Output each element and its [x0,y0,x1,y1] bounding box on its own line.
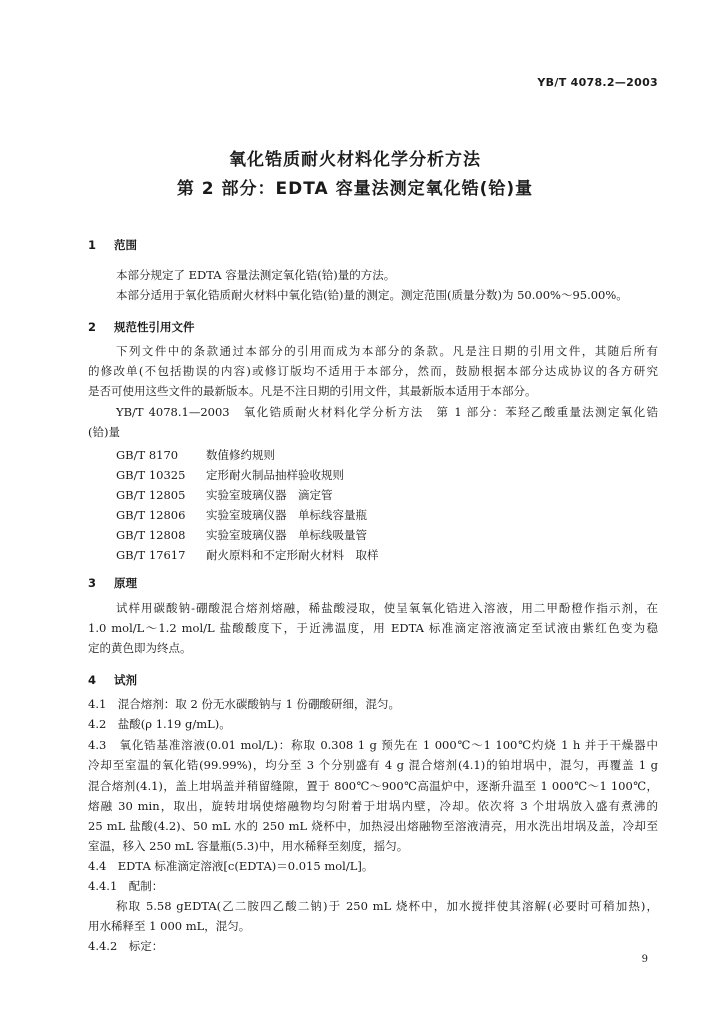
paragraph-line: 1.0 mol/L～1.2 mol/L 盐酸酸度下，于近沸温度，用 EDTA 标准滴定溶液滴定至试液由紫红色变为稳 [88,621,658,635]
reference-code: GB/T 8170 [116,448,179,462]
clause: 4.2 盐酸(ρ 1.19 g/mL)。 [88,717,231,731]
reference-title: 定形耐火制品抽样验收规则 [206,468,344,482]
section-title: 试剂 [114,673,137,687]
paragraph: 本部分规定了 EDTA 容量法测定氧化锆(铪)量的方法。 [116,268,396,282]
clause-line: 25 mL 盐酸(4.2)、50 mL 水的 250 mL 烧杯中，加热浸出熔融物至溶液清亮，用水洗出坩埚及盖，冷却至 [88,819,658,833]
subclause: 4.4.2 标定： [88,939,164,953]
section-title: 原理 [114,576,137,590]
section-number: 4 [88,673,97,687]
reference-item [116,487,333,503]
clause-line: 冷却至室温的氧化锆(99.99%)，均分至 3 个分别盛有 4 g 混合熔剂(4.1)的铂坩埚中，混匀，再覆盖 1 g [88,758,658,772]
clause-line: 称取 5.58 gEDTA(乙二胺四乙酸二钠)于 250 mL 烧杯中，加水搅拌使其溶解(必要时可稍加热)， [116,899,658,913]
reference-item [116,467,344,483]
clause-line: 混合熔剂(4.1)，盖上坩埚盖并稍留缝隙，置于 800℃～900℃高温炉中，逐渐升温至 1 000℃～1 100℃， [88,779,658,793]
section-heading-principle [88,575,137,591]
reference-item [116,447,275,463]
paragraph-line: 是否可使用这些文件的最新版本。凡是不注日期的引用文件，其最新版本适用于本部分。 [88,384,537,398]
reference-item [116,527,367,543]
reference-item [116,507,367,523]
clause-line: 室温，移入 250 mL 容量瓶(5.3)中，用水稀释至刻度，摇匀。 [88,839,409,853]
paragraph-line: 定的黄色即为终点。 [88,641,192,655]
paragraph: 本部分适用于氧化锆质耐火材料中氧化锆(铪)量的测定。测定范围(质量分数)为 50.00%～95.00%。 [116,288,628,302]
section-heading-scope [88,237,137,253]
clause-line: 用水稀释至 1 000 mL，混匀。 [88,919,251,933]
reference-code: GB/T 12806 [116,508,186,522]
section-title: 规范性引用文件 [114,320,195,334]
section-heading-reagents [88,672,137,688]
subclause: 4.4.1 配制： [88,879,164,893]
reference-line: (铪)量 [88,425,120,439]
reference-title: 实验室玻璃仪器 滴定管 [206,488,333,502]
reference-title: 耐火原料和不定形耐火材料 取样 [206,548,379,562]
document-title-line-1: 氧化锆质耐火材料化学分析方法 [229,150,481,170]
standard-code: YB/T 4078.2—2003 [537,76,658,89]
reference-line: YB/T 4078.1—2003 氧化锆质耐火材料化学分析方法 第 1 部分：苯羟乙酸重量法测定氧化锆 [116,405,658,419]
document-title-line-2: 第 2 部分：EDTA 容量法测定氧化锆(铪)量 [176,179,534,199]
reference-code: GB/T 17617 [116,548,186,562]
section-number: 1 [88,238,97,252]
paragraph-line: 下列文件中的条款通过本部分的引用而成为本部分的条款。凡是注日期的引用文件，其随后所有 [116,344,658,358]
paragraph-line: 的修改单(不包括勘误的内容)或修订版均不适用于本部分，然而，鼓励根据本部分达成协议的各方研究 [88,364,658,378]
reference-code: GB/T 10325 [116,468,186,482]
page-number: 9 [641,954,648,965]
reference-item [116,547,379,563]
clause-line: 4.3 氧化锆基准溶液(0.01 mol/L)：称取 0.308 1 g 预先在 1 000℃～1 100℃灼烧 1 h 并于干燥器中 [88,738,658,752]
reference-code: GB/T 12805 [116,488,186,502]
clause-line: 熔融 30 min，取出，旋转坩埚使熔融物均匀附着于坩埚内壁，冷却。依次将 3 个坩埚放入盛有煮沸的 [88,799,658,813]
reference-title: 数值修约规则 [206,448,275,462]
reference-title: 实验室玻璃仪器 单标线容量瓶 [206,508,367,522]
paragraph-line: 试样用碳酸钠-硼酸混合熔剂熔融，稀盐酸浸取，使呈氧氧化锆进入溶液，用二甲酚橙作指示剂，在 [116,601,658,615]
clause: 4.1 混合熔剂：取 2 份无水碳酸钠与 1 份硼酸研细，混匀。 [88,697,401,711]
section-heading-normative-references [88,319,195,335]
section-title: 范围 [114,238,137,252]
section-number: 3 [88,576,97,590]
clause: 4.4 EDTA 标准滴定溶液[c(EDTA)＝0.015 mol/L]。 [88,859,374,873]
section-number: 2 [88,320,97,334]
reference-code: GB/T 12808 [116,528,186,542]
reference-title: 实验室玻璃仪器 单标线吸量管 [206,528,367,542]
